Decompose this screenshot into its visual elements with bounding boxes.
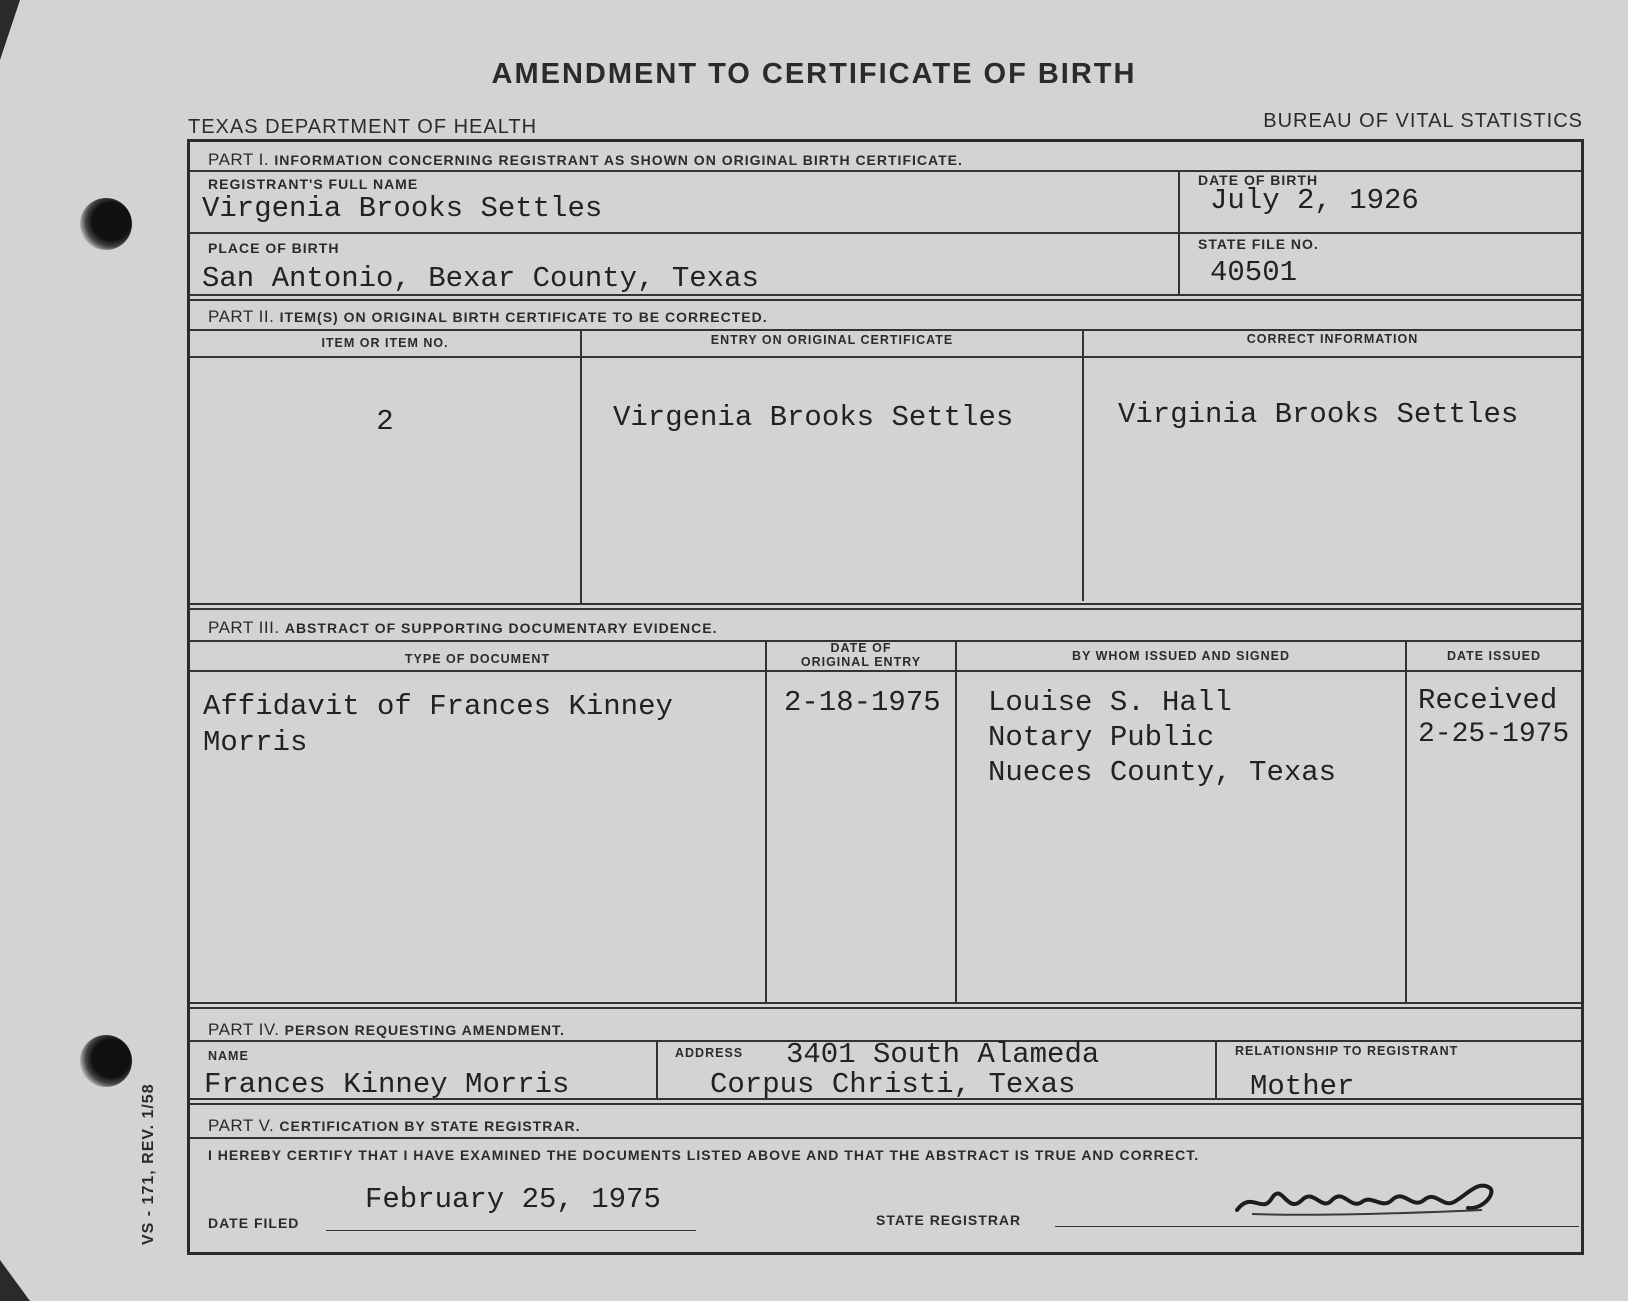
relationship: Mother (1250, 1070, 1355, 1103)
col-entry-header: ENTRY ON ORIGINAL CERTIFICATE (710, 333, 954, 347)
col-doc-type-header: TYPE OF DOCUMENT (404, 652, 551, 666)
issued-by-line3: Nueces County, Texas (988, 756, 1337, 789)
certification-statement: I HEREBY CERTIFY THAT I HAVE EXAMINED THE DOCUMENTS LISTED ABOVE AND THAT THE ABSTRACT IS TRUE AND CORRECT. (208, 1147, 1200, 1163)
part5-heading: PART V. CERTIFICATION BY STATE REGISTRAR. (208, 1116, 581, 1135)
item-number: 2 (376, 405, 394, 438)
part2-heading: PART II. ITEM(S) ON ORIGINAL BIRTH CERTIFICATE TO BE CORRECTED. (208, 307, 768, 326)
place-of-birth-label: PLACE OF BIRTH (208, 240, 340, 256)
dob-label: DATE OF BIRTH (1198, 172, 1319, 188)
col-date-issued-header: DATE ISSUED (1446, 649, 1542, 663)
registrar-signature (1232, 1170, 1502, 1230)
col-item-header: ITEM OR ITEM NO. (321, 336, 449, 350)
document-type-line2: Morris (203, 726, 308, 759)
date-original-entry: 2-18-1975 (784, 686, 941, 719)
part4-heading: PART IV. PERSON REQUESTING AMENDMENT. (208, 1020, 565, 1039)
department-name: TEXAS DEPARTMENT OF HEALTH (188, 116, 538, 138)
date-of-birth: July 2, 1926 (1210, 184, 1419, 217)
form-code: VS - 171, REV. 1/58 (140, 1083, 157, 1245)
issued-by-line2: Notary Public (988, 721, 1215, 754)
requester-name: Frances Kinney Morris (204, 1068, 570, 1101)
issued-by-line1: Louise S. Hall (988, 686, 1232, 719)
correct-information: Virginia Brooks Settles (1118, 398, 1519, 431)
state-file-no: 40501 (1210, 256, 1298, 289)
requester-name-label: NAME (208, 1049, 249, 1063)
form-title: AMENDMENT TO CERTIFICATE OF BIRTH (491, 58, 1137, 90)
registrant-full-name: Virgenia Brooks Settles (202, 192, 603, 225)
state-registrar-label: STATE REGISTRAR (876, 1212, 1022, 1228)
address-line1: 3401 South Alameda (786, 1038, 1100, 1071)
bureau-name: BUREAU OF VITAL STATISTICS (1263, 110, 1583, 132)
date-filed-label: DATE FILED (208, 1215, 300, 1231)
col-date-entry-header: DATE OF ORIGINAL ENTRY (800, 641, 922, 669)
part1-heading: PART I. INFORMATION CONCERNING REGISTRANT AS SHOWN ON ORIGINAL BIRTH CERTIFICATE. (208, 150, 963, 169)
place-of-birth: San Antonio, Bexar County, Texas (202, 262, 759, 295)
address-label: ADDRESS (675, 1046, 744, 1060)
relationship-label: RELATIONSHIP TO REGISTRANT (1235, 1044, 1459, 1058)
punch-hole-top (80, 198, 132, 250)
state-file-no-label: STATE FILE NO. (1198, 236, 1319, 252)
col-issued-by-header: BY WHOM ISSUED AND SIGNED (1071, 649, 1291, 663)
date-filed: February 25, 1975 (365, 1183, 661, 1216)
document-type-line1: Affidavit of Frances Kinney (203, 690, 673, 723)
address-line2: Corpus Christi, Texas (710, 1068, 1076, 1101)
date-issued-line1: Received (1418, 684, 1558, 717)
original-entry: Virgenia Brooks Settles (613, 401, 1014, 434)
part3-heading: PART III. ABSTRACT OF SUPPORTING DOCUMENTARY EVIDENCE. (208, 618, 718, 637)
punch-hole-bottom (80, 1035, 132, 1087)
date-issued-line2: 2-25-1975 (1418, 719, 1570, 750)
col-correct-header: CORRECT INFORMATION (1246, 332, 1419, 346)
full-name-label: REGISTRANT'S FULL NAME (208, 176, 419, 192)
